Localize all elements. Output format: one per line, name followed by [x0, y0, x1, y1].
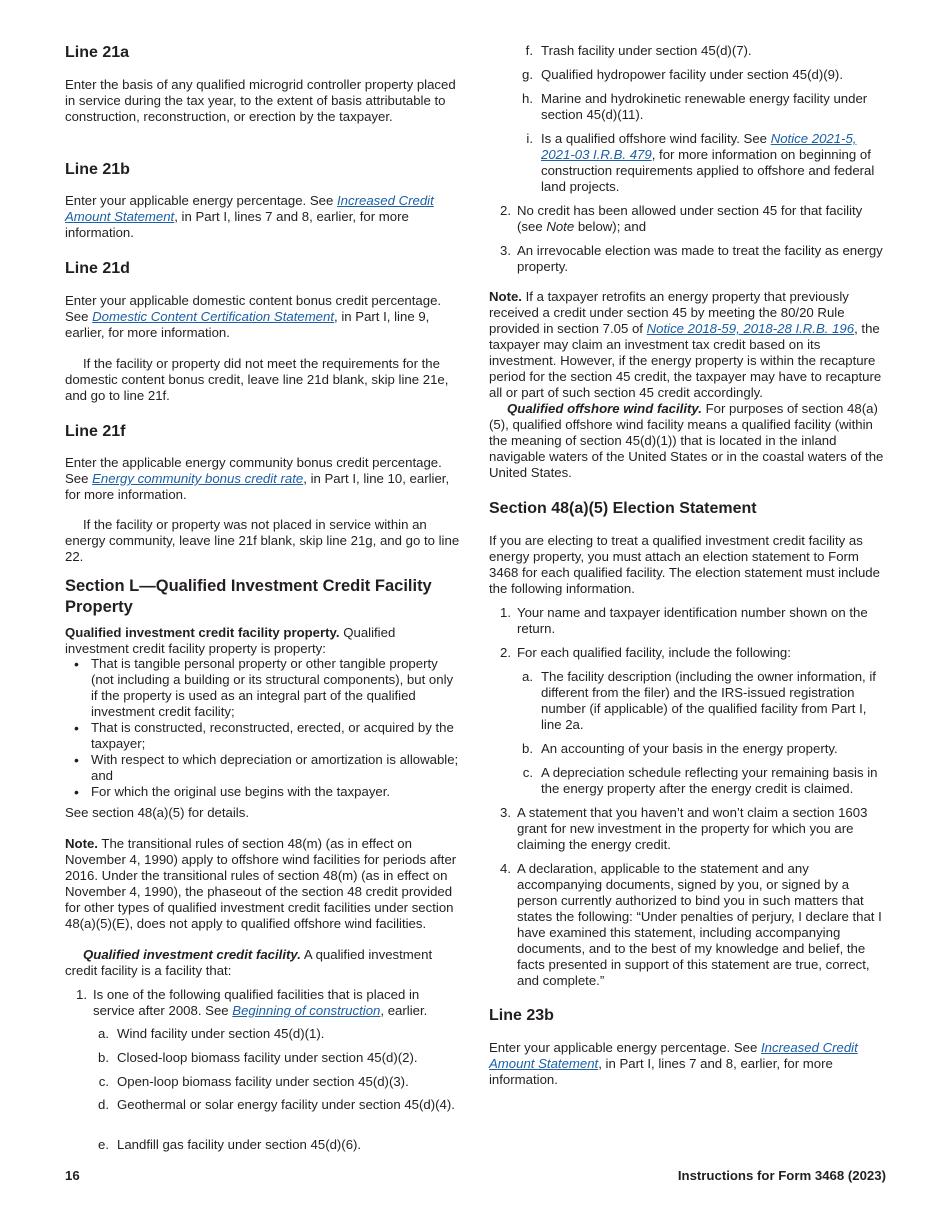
offshore-definition: Qualified offshore wind facility. For purposes of section 48(a)(5), qualified offshore wind facility means a qualified facility (within the meaning of section 45(d)(1)) that is located in the inland navigable waters of the United States or in the coastal waters of the United States. — [489, 401, 884, 480]
increased-credit-link[interactable]: Increased Credit Amount Statement — [65, 193, 434, 224]
facility-item-2: 2. No credit has been allowed under section 45 for that facility (see Note below); and — [500, 203, 863, 234]
election-sub-c: c. A depreciation schedule reflecting your remaining basis in the energy property after the energy credit is claimed. — [522, 765, 878, 796]
line-21b-heading: Line 21b — [65, 161, 130, 178]
facility-sub-b: b. Closed-loop biomass facility under section 45(d)(2). — [98, 1050, 418, 1065]
facility-sub-c: c. Open-loop biomass facility under section 45(d)(3). — [98, 1074, 409, 1089]
section-l-heading: Section L—Qualified Investment Credit Facility Property — [65, 577, 432, 616]
election-statement-heading: Section 48(a)(5) Election Statement — [489, 500, 757, 517]
page-number: 16 — [65, 1168, 80, 1183]
qicf-definition: Qualified investment credit facility. A qualified investment credit facility is a facility that: — [65, 947, 433, 978]
notice-2021-5-link[interactable]: Notice 2021-5, 2021-03 I.R.B. 479 — [541, 131, 857, 162]
line-21f-heading: Line 21f — [65, 423, 126, 440]
facility-item-1: 1. Is one of the following qualified facilities that is placed in service after 2008. See Beginning of construction, earlier. — [76, 987, 428, 1018]
property-bullets — [65, 656, 462, 800]
list-item: • For which the original use begins with the taxpayer. — [74, 784, 391, 800]
election-sub-a: a. The facility description (including the owner information, if different from the filer) and the IRS-issued registration number (if applicable) of the qualified facility from Part I, line 2a. — [522, 669, 876, 732]
facility-sub-f: f. Trash facility under section 45(d)(7). — [525, 43, 752, 58]
bullet-icon: • — [74, 752, 79, 768]
footer-title: Instructions for Form 3468 (2023) — [677, 1168, 886, 1183]
beginning-of-construction-link[interactable]: Beginning of construction — [232, 1003, 381, 1018]
line-21f-text: Enter the applicable energy community bonus credit percentage. See Energy community bonus credit rate, in Part I, line 10, earlier, for more information. — [65, 455, 450, 502]
line-21d-heading: Line 21d — [65, 260, 130, 277]
line-21d-para2: If the facility or property did not meet the requirements for the domestic content bonus credit, leave line 21d blank, skip line 21e, and go to line 21f. — [65, 356, 449, 403]
list-item: • That is constructed, reconstructed, erected, or acquired by the taxpayer; — [74, 720, 454, 751]
line-21b-text: Enter your applicable energy percentage. See Increased Credit Amount Statement, in Part I, lines 7 and 8, earlier, for more information. — [65, 193, 434, 240]
line-21d-text: Enter your applicable domestic content bonus credit percentage. See Domestic Content Certification Statement, in Part I, line 9, earlier, for more information. — [65, 293, 442, 340]
facility-sub-d: d. Geothermal or solar energy facility under section 45(d)(4). — [98, 1097, 455, 1112]
facility-sub-a: a. Wind facility under section 45(d)(1). — [98, 1026, 325, 1041]
list-item: • That is tangible personal property or other tangible property (not including a building or its structural components), but only if the property is used as an integral part of the qualified investment credit facility; — [74, 656, 454, 719]
domestic-content-link[interactable]: Domestic Content Certification Statement — [92, 309, 335, 324]
election-sub-b: b. An accounting of your basis in the energy property. — [522, 741, 838, 756]
election-item-3: 3. A statement that you haven’t and won’t claim a section 1603 grant for new investment in the property for which you are claiming the energy credit. — [500, 805, 868, 852]
election-intro: If you are electing to treat a qualified investment credit facility as energy property, you must attach an election statement to Form 3468 for each qualified facility. The election statement must include the following information. — [489, 533, 880, 596]
bullet-icon: • — [74, 784, 79, 800]
section-l-lead: Qualified investment credit facility property. Qualified investment credit facility property is property: — [65, 625, 396, 656]
line-21a-heading: Line 21a — [65, 44, 130, 61]
see-section-text: See section 48(a)(5) for details. — [65, 805, 249, 820]
line-23b-text: Enter your applicable energy percentage. See Increased Credit Amount Statement, in Part I, lines 7 and 8, earlier, for more information. — [489, 1040, 858, 1087]
facility-sub-e: e. Landfill gas facility under section 45(d)(6). — [98, 1137, 362, 1152]
facility-sub-i: i. Is a qualified offshore wind facility. See Notice 2021-5, 2021-03 I.R.B. 479, for more information on beginning of construction requirements applied to offshore and federal land projects. — [526, 131, 875, 194]
section-l-note: Note. The transitional rules of section 48(m) (as in effect on November 4, 1990) apply to offshore wind facilities for periods after 2016. Under the transitional rules of section 48(m) (as in effect on November 4, 1990), the phaseout of the section 48 credit provided for other types of qualified investment credit facilities under section 48(a)(5)(E), does not apply to qualified offshore wind facilities. — [65, 836, 457, 931]
notice-2018-59-link[interactable]: Notice 2018-59, 2018-28 I.R.B. 196 — [646, 321, 855, 336]
retrofit-note: Note. If a taxpayer retrofits an energy property that previously received a credit under section 45 by meeting the 80/20 Rule provided in section 7.05 of Notice 2018-59, 2018-28 I.R.B. 196, the taxpayer may claim an investment tax credit based on its investment. However, if the energy property is within the recapture period for the section 45 credit, the taxpayer may have to recapture all or part of such section 45 credit accordingly. — [489, 289, 882, 400]
list-item: • With respect to which depreciation or amortization is allowable; and — [74, 752, 459, 783]
facility-item-3: 3. An irrevocable election was made to treat the facility as energy property. — [500, 243, 883, 274]
line-21a-text: Enter the basis of any qualified microgrid controller property placed in service during the tax year, to the extent of basis attributable to construction, reconstruction, or erection by the taxpayer. — [65, 77, 456, 124]
increased-credit-link-23b[interactable]: Increased Credit Amount Statement — [489, 1040, 858, 1071]
election-item-4: 4. A declaration, applicable to the statement and any accompanying documents, signed by you, or signed by a person currently authorized to bind you in such matters that states the following: “Under penalties of perjury, I declare that I have examined this statement, including accompanying documents, and to the best of my knowledge and belief, the facts presented in support of this statement are true, correct, and complete.” — [500, 861, 882, 988]
election-item-1: 1. Your name and taxpayer identification number shown on the return. — [500, 605, 868, 636]
facility-sub-h: h. Marine and hydrokinetic renewable energy facility under section 45(d)(11). — [522, 91, 868, 122]
bullet-icon: • — [74, 720, 79, 736]
line-23b-heading: Line 23b — [489, 1007, 554, 1024]
bullet-icon: • — [74, 656, 79, 672]
election-item-2: 2. For each qualified facility, include the following: — [500, 645, 791, 660]
energy-community-link[interactable]: Energy community bonus credit rate — [92, 471, 304, 486]
line-21f-para2: If the facility or property was not placed in service within an energy community, leave line 21f blank, skip line 21g, and go to line 22. — [65, 517, 460, 564]
facility-sub-g: g. Qualified hydropower facility under section 45(d)(9). — [522, 67, 843, 82]
